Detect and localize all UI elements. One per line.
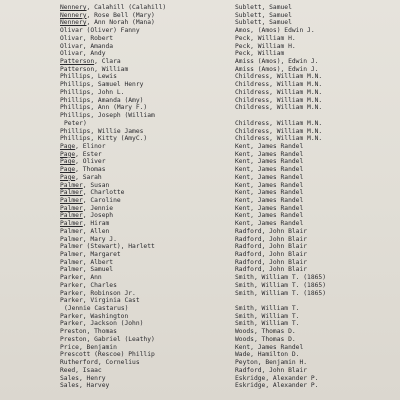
entry-given-name: , Ester	[75, 150, 102, 158]
entry-name	[60, 251, 121, 259]
entry-name	[60, 274, 102, 282]
entry-name	[60, 174, 102, 182]
entry-reference: Childress, William M.N.	[235, 88, 323, 96]
entry-given-name: , Robert	[82, 34, 114, 42]
entry-given-name: , Samuel	[82, 266, 114, 274]
entry-name	[60, 128, 143, 136]
entry-reference: Childress, William M.N.	[235, 104, 323, 112]
index-entry	[60, 351, 394, 359]
entry-given-name: , Gabriel (Leathy)	[86, 335, 155, 343]
entry-surname: Palmer	[60, 258, 83, 266]
index-entry	[60, 243, 394, 251]
entry-given-name: , Caroline	[82, 196, 121, 204]
entry-given-name: , William	[94, 65, 129, 73]
entry-reference: Kent, James Randel	[235, 343, 304, 351]
index-entry	[60, 66, 394, 74]
entry-name	[60, 228, 109, 236]
entry-reference: Kent, James Randel	[235, 212, 304, 220]
index-entry	[60, 344, 394, 352]
entry-name	[60, 205, 113, 213]
entry-given-name: , Cornelius	[97, 359, 140, 367]
entry-surname: Parker	[60, 320, 83, 328]
index-entry	[60, 282, 394, 290]
index-entry	[60, 12, 394, 20]
entry-given-name: , Ann Norah (Mana)	[86, 19, 155, 27]
entry-given-name: , Susan	[82, 181, 110, 189]
entry-reference: Sublett, Samuel	[235, 4, 292, 11]
index-entry	[60, 313, 394, 321]
entry-surname: Palmer	[60, 212, 83, 220]
entry-surname: Sales	[60, 382, 79, 390]
entry-name	[60, 97, 143, 105]
entry-name	[64, 120, 87, 128]
entry-name	[60, 66, 128, 74]
index-entry	[60, 305, 394, 313]
entry-name	[60, 27, 140, 35]
entry-surname: Phillips	[60, 112, 91, 120]
entry-name	[60, 151, 102, 159]
index-entry	[60, 43, 394, 51]
entry-surname: Phillips	[60, 73, 91, 81]
entry-surname: Page	[60, 166, 76, 174]
entry-given-name: , Allen	[82, 227, 110, 235]
entry-surname: Parker	[60, 297, 83, 305]
index-entry	[60, 35, 394, 43]
entry-surname: Prescott	[60, 351, 91, 359]
index-entry	[60, 359, 394, 367]
entry-name	[60, 212, 113, 220]
entry-given-name: , Amanda (Amy)	[90, 96, 144, 104]
entry-surname: Palmer	[60, 196, 83, 204]
index-entry	[60, 251, 394, 259]
entry-given-name: (Rescoe) Phillip	[90, 351, 155, 359]
entry-reference: Radford, John Blair	[235, 251, 308, 258]
entry-surname: Sales	[60, 374, 79, 382]
index-entry	[60, 4, 394, 12]
entry-given-name: , Joseph	[82, 212, 114, 220]
entry-reference: Childress, William M.N.	[235, 81, 323, 89]
entry-name	[60, 282, 117, 290]
index-entry	[60, 382, 394, 390]
entry-surname: Palmer	[60, 189, 83, 197]
entry-surname: Palmer	[60, 204, 83, 212]
entry-name	[60, 12, 155, 20]
entry-reference: Radford, John Blair	[235, 258, 308, 266]
entry-surname: Parker	[60, 289, 83, 297]
index-entry	[60, 97, 394, 105]
entry-given-name: , Henry	[78, 374, 106, 382]
entry-name	[60, 313, 128, 321]
entry-name	[60, 43, 113, 51]
index-entry	[60, 151, 394, 159]
entry-reference: Childress, William M.N.	[235, 119, 323, 127]
entry-reference: Smith, William T. (1865)	[235, 289, 326, 297]
entry-given-name: , Lewis	[90, 73, 117, 81]
entry-name	[60, 197, 121, 205]
index-entry	[60, 367, 394, 375]
entry-reference: Radford, John Blair	[235, 243, 308, 251]
entry-reference: Kent, James Randel	[235, 220, 304, 228]
index-entry	[60, 375, 394, 383]
entry-surname: Nennery	[60, 11, 87, 19]
entry-given-name: , Washington	[82, 312, 129, 320]
index-entry	[60, 58, 394, 66]
entry-name	[60, 81, 143, 89]
entry-surname: Phillips	[60, 135, 91, 143]
entry-reference: Smith, William T.	[235, 312, 300, 320]
entry-reference: Kent, James Randel	[235, 189, 304, 197]
entry-surname: Page	[60, 158, 76, 166]
entry-name	[60, 182, 109, 190]
entry-given-name: (Stewart), Harlett	[82, 243, 155, 251]
index-entry	[60, 259, 394, 267]
entry-surname: Olivar	[60, 42, 83, 50]
entry-surname: Nennery	[60, 19, 87, 27]
entry-surname: Phillips	[60, 88, 91, 96]
entry-reference: Radford, John Blair	[235, 227, 308, 235]
entry-surname: Parker	[60, 274, 83, 282]
entry-reference: Peck, William H.	[235, 34, 296, 42]
entry-given-name: , Harvey	[78, 382, 110, 390]
entry-reference: Amiss (Amos), Edwin J.	[235, 65, 319, 73]
index-entry	[60, 274, 394, 282]
index-entry	[60, 73, 394, 81]
index-entry	[60, 236, 394, 244]
index-entry	[60, 143, 394, 151]
entry-surname: Page	[60, 142, 76, 150]
index-entry	[60, 205, 394, 213]
entry-given-name: (Oliver) Fanny	[82, 27, 140, 35]
entry-given-name: , Isaac	[75, 366, 102, 374]
entry-surname: Rutherford	[60, 359, 98, 367]
index-entry	[60, 166, 394, 174]
index-entry	[60, 104, 394, 112]
entry-surname: Preston	[60, 335, 87, 343]
entry-reference: Woods, Thomas D.	[235, 328, 296, 336]
entry-name	[60, 135, 147, 143]
entry-surname: Preston	[60, 328, 87, 336]
entry-name	[60, 290, 136, 298]
entry-reference: Eskridge, Alexander P.	[235, 382, 319, 390]
entry-given-name: Peter)	[64, 119, 87, 127]
entry-reference: Eskridge, Alexander P.	[235, 374, 319, 382]
entry-name	[60, 158, 106, 166]
entry-name	[60, 320, 143, 328]
index-entry	[60, 320, 394, 328]
entry-given-name: , Clara	[94, 58, 121, 66]
entry-name	[60, 351, 155, 359]
entry-reference: Wade, Hamilton D.	[235, 351, 300, 359]
entry-name	[60, 367, 102, 375]
index-entry	[60, 81, 394, 89]
entry-given-name: , Virginia Cast	[82, 297, 140, 305]
entry-given-name: , Mary J.	[82, 235, 117, 243]
entry-given-name: , Joseph (William	[90, 112, 155, 120]
entry-surname: Olivar	[60, 34, 83, 42]
entry-name	[60, 58, 121, 66]
entry-surname: Page	[60, 173, 76, 181]
entry-surname: Palmer	[60, 235, 83, 243]
entry-given-name: (Jennie Castarus)	[64, 305, 129, 313]
entry-given-name: , Andy	[82, 50, 106, 58]
entry-reference: Childress, William M.N.	[235, 73, 323, 81]
entry-given-name: , John L.	[90, 88, 125, 96]
index-entry	[60, 174, 394, 182]
entry-given-name: , Albert	[82, 258, 114, 266]
index-entry	[60, 228, 394, 236]
entry-name	[60, 297, 140, 305]
entry-name	[60, 104, 147, 112]
index-entry	[60, 158, 394, 166]
entry-reference: Childress, William M.N.	[235, 135, 323, 143]
entry-surname: Nennery	[60, 4, 87, 11]
entry-surname: Patterson	[60, 58, 95, 66]
entry-name	[60, 35, 113, 43]
index-entry	[60, 297, 394, 305]
entry-name	[60, 236, 117, 244]
index-entry	[60, 336, 394, 344]
entry-given-name: , Jennie	[82, 204, 114, 212]
entry-name	[60, 189, 124, 197]
entry-name	[60, 259, 113, 267]
entry-given-name: , Robinson Jr.	[82, 289, 136, 297]
entry-given-name: , Elinor	[75, 142, 106, 150]
entry-surname: Palmer	[60, 227, 83, 235]
entry-name	[60, 336, 155, 344]
entry-reference: Smith, William T. (1865)	[235, 274, 326, 282]
entry-surname: Palmer	[60, 220, 83, 228]
index-entry	[60, 197, 394, 205]
entry-reference: Smith, William T.	[235, 320, 300, 328]
entry-surname: Phillips	[60, 96, 91, 104]
entry-reference: Childress, William M.N.	[235, 96, 323, 104]
entry-given-name: , Calahill (Calahill)	[86, 4, 167, 11]
index-entry	[60, 182, 394, 190]
entry-name	[60, 359, 140, 367]
entry-reference: Kent, James Randel	[235, 166, 304, 174]
index-entry	[60, 328, 394, 336]
entry-reference: Kent, James Randel	[235, 142, 304, 150]
entry-reference: Kent, James Randel	[235, 196, 304, 204]
entry-name	[60, 143, 106, 151]
entry-name	[60, 112, 155, 120]
entry-reference: Sublett, Samuel	[235, 11, 292, 19]
index-entry	[60, 266, 394, 274]
entry-name	[60, 266, 113, 274]
entry-name	[60, 73, 117, 81]
name-index-list	[60, 4, 394, 390]
entry-name	[60, 243, 155, 251]
entry-surname: Olivar	[60, 50, 83, 58]
entry-reference: Kent, James Randel	[235, 181, 304, 189]
entry-surname: Phillips	[60, 104, 91, 112]
entry-given-name: , Thomas	[75, 166, 106, 174]
entry-reference: Radford, John Blair	[235, 235, 308, 243]
entry-given-name: , Thomas	[86, 328, 117, 336]
index-entry	[60, 27, 394, 35]
entry-reference: Kent, James Randel	[235, 150, 304, 158]
entry-given-name: , Charlotte	[82, 189, 125, 197]
entry-name	[60, 89, 124, 97]
entry-given-name: , Sarah	[75, 173, 102, 181]
entry-surname: Parker	[60, 281, 83, 289]
index-entry	[60, 189, 394, 197]
entry-given-name: , Charles	[82, 281, 117, 289]
entry-reference: Sublett, Samuel	[235, 19, 292, 27]
entry-reference: Amos, (Amos) Edwin J.	[235, 27, 315, 35]
entry-name	[60, 50, 106, 58]
entry-reference: Smith, William T. (1865)	[235, 281, 326, 289]
entry-given-name: , Ann	[82, 274, 102, 282]
entry-given-name: , Hiram	[82, 220, 110, 228]
entry-name	[60, 382, 109, 390]
entry-surname: Palmer	[60, 243, 83, 251]
entry-surname: Phillips	[60, 81, 91, 89]
entry-name	[60, 328, 117, 336]
entry-reference: Peck, William H.	[235, 42, 296, 50]
index-entry	[60, 290, 394, 298]
entry-given-name: , Oliver	[75, 158, 106, 166]
entry-surname: Phillips	[60, 127, 91, 135]
entry-reference: Kent, James Randel	[235, 158, 304, 166]
index-entry	[60, 19, 394, 27]
entry-reference: Kent, James Randel	[235, 173, 304, 181]
index-entry	[60, 112, 394, 120]
index-entry	[60, 212, 394, 220]
entry-name	[60, 4, 166, 12]
entry-name	[60, 220, 109, 228]
entry-given-name: , Jackson (John)	[82, 320, 144, 328]
entry-surname: Olivar	[60, 27, 83, 35]
entry-name	[60, 166, 106, 174]
entry-reference: Smith, William T.	[235, 305, 300, 313]
entry-name	[64, 305, 128, 313]
entry-name	[60, 375, 106, 383]
entry-reference: Radford, John Blair	[235, 366, 308, 374]
entry-surname: Patterson	[60, 65, 95, 73]
index-entry	[60, 120, 394, 128]
entry-reference: Radford, John Blair	[235, 266, 308, 274]
entry-given-name: , Benjamin	[78, 343, 117, 351]
index-entry	[60, 135, 394, 143]
entry-reference: Childress, William M.N.	[235, 127, 323, 135]
entry-surname: Price	[60, 343, 79, 351]
index-entry	[60, 128, 394, 136]
entry-given-name: , Ann (Mary F.)	[90, 104, 148, 112]
entry-given-name: , Amanda	[82, 42, 114, 50]
entry-name	[60, 344, 117, 352]
index-entry	[60, 50, 394, 58]
index-entry	[60, 89, 394, 97]
entry-reference: Peyton, Benjamin H.	[235, 359, 308, 367]
entry-given-name: , Rose Bell (Mary)	[86, 11, 155, 19]
entry-given-name: , Kitty (AmyC.)	[90, 135, 148, 143]
entry-given-name: , Willie James	[90, 127, 144, 135]
entry-surname: Parker	[60, 312, 83, 320]
entry-reference: Kent, James Randel	[235, 204, 304, 212]
entry-given-name: , Margaret	[82, 251, 121, 258]
entry-reference: Peck, William	[235, 50, 285, 58]
entry-name	[60, 19, 155, 27]
entry-surname: Palmer	[60, 251, 83, 258]
entry-given-name: , Samuel Henry	[90, 81, 144, 89]
entry-reference: Amiss (Amos), Edwin J.	[235, 58, 319, 66]
entry-surname: Palmer	[60, 266, 83, 274]
entry-surname: Reed	[60, 366, 76, 374]
entry-surname: Page	[60, 150, 76, 158]
index-entry	[60, 220, 394, 228]
entry-reference: Woods, Thomas D.	[235, 335, 296, 343]
entry-surname: Palmer	[60, 181, 83, 189]
